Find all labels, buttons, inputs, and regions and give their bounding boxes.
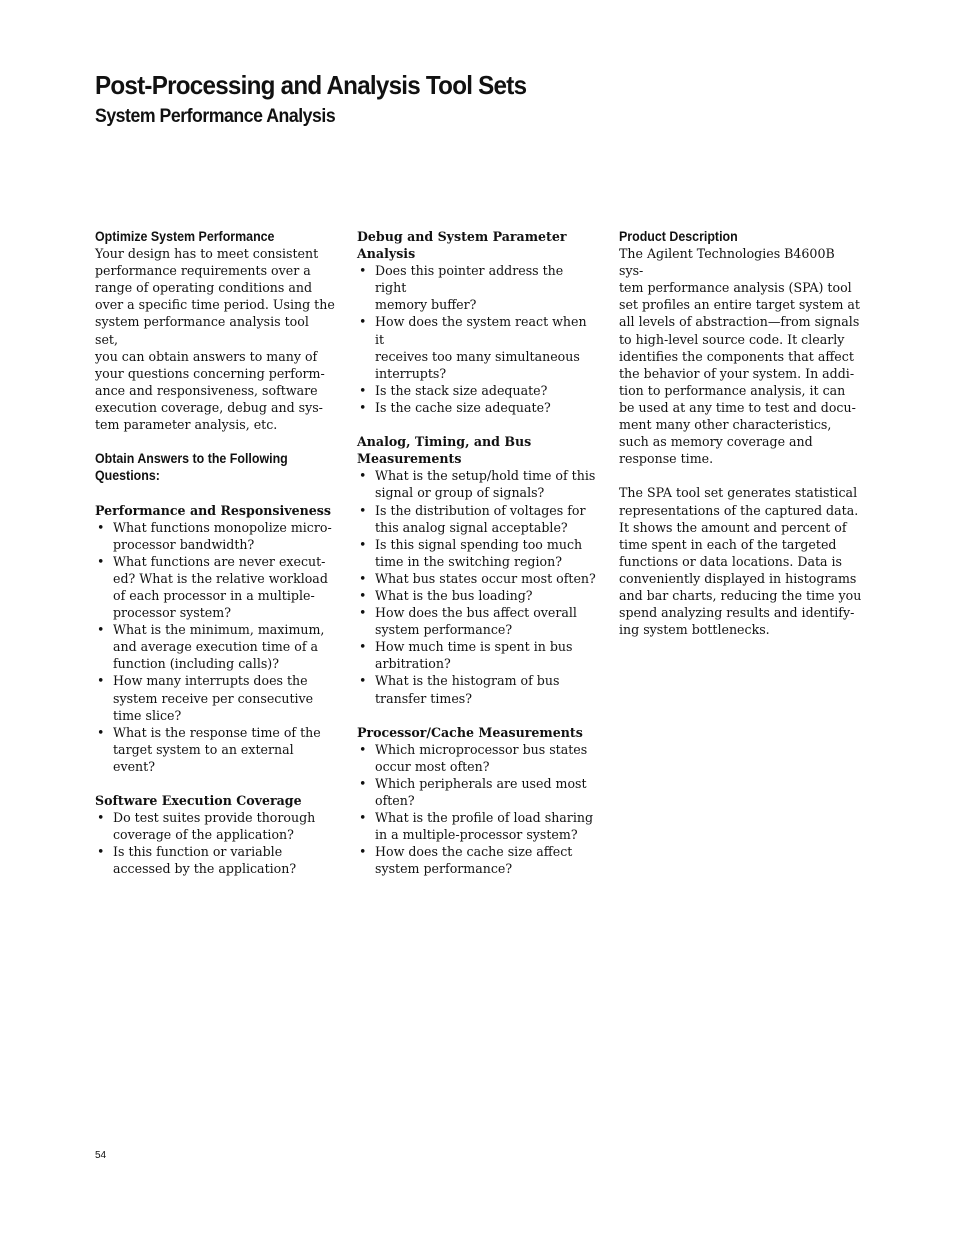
text-line: processor bandwidth? <box>113 536 255 552</box>
text-line: this analog signal acceptable? <box>375 519 568 535</box>
text-line: occur most often? <box>375 758 490 774</box>
list-item <box>357 536 597 570</box>
bullet-icon: • <box>359 570 367 586</box>
text-line: Do test suites provide thorough <box>113 810 316 826</box>
text-line: transfer times? <box>375 690 472 706</box>
subsection-heading-performance: Performance and Responsiveness <box>95 502 331 518</box>
text-line: arbitration? <box>375 656 451 672</box>
text-line: be used at any time to test and docu- <box>619 399 856 415</box>
text-line: processor system? <box>113 605 231 621</box>
text-line: Does this pointer address the right <box>375 263 564 296</box>
text-line: receives too many simultaneous <box>375 348 580 364</box>
intro-paragraph <box>95 245 335 433</box>
text-line: spend analyzing results and identify- <box>619 605 855 621</box>
list-item <box>357 382 597 399</box>
heading-line: Questions: <box>95 468 160 484</box>
text-line: and average execution time of a <box>113 639 319 655</box>
software-question-list <box>95 809 335 877</box>
text-line: tion to performance analysis, it can <box>619 382 846 398</box>
bullet-icon: • <box>359 587 367 603</box>
text-line: tem parameter analysis, etc. <box>95 417 278 433</box>
subsection-heading-analog <box>357 433 597 467</box>
bullet-icon: • <box>359 673 367 689</box>
page-number: 54 <box>95 1150 107 1161</box>
text-line: ance and responsiveness, software <box>95 382 318 398</box>
list-item <box>357 587 597 604</box>
list-item <box>357 399 597 416</box>
text-line: The SPA tool set generates statistical <box>619 485 858 501</box>
list-item <box>357 604 597 638</box>
text-line: How much time is spent in bus <box>375 639 573 655</box>
text-line: representations of the captured data. <box>619 502 859 518</box>
bullet-icon: • <box>97 622 105 638</box>
text-line: ed? What is the relative workload <box>113 570 328 586</box>
list-item <box>357 262 597 313</box>
column-optimize-performance <box>95 228 335 878</box>
list-item <box>357 775 597 809</box>
text-line: often? <box>375 793 415 809</box>
bullet-icon: • <box>97 553 105 569</box>
list-item <box>357 638 597 672</box>
text-line: time in the switching region? <box>375 553 562 569</box>
text-line: ment many other characteristics, <box>619 417 832 433</box>
text-line: time slice? <box>113 707 182 723</box>
bullet-icon: • <box>97 519 105 535</box>
text-line: set profiles an entire target system at <box>619 297 860 313</box>
list-item <box>357 467 597 501</box>
product-paragraph-1 <box>619 245 862 467</box>
bullet-icon: • <box>359 399 367 415</box>
text-line: Is the cache size adequate? <box>375 399 551 415</box>
text-line: function (including calls)? <box>113 656 279 672</box>
analog-question-list <box>357 467 597 706</box>
text-line: to high-level source code. It clearly <box>619 331 845 347</box>
text-line: your questions concerning perform- <box>95 365 325 381</box>
bullet-icon: • <box>359 639 367 655</box>
text-line: memory buffer? <box>375 297 477 313</box>
text-line: conveniently displayed in histograms <box>619 570 857 586</box>
text-line: What is the histogram of bus <box>375 673 560 689</box>
section-heading-optimize: Optimize System Performance <box>95 229 275 244</box>
section-heading-product: Product Description <box>619 229 738 244</box>
bullet-icon: • <box>97 673 105 689</box>
cache-question-list <box>357 741 597 878</box>
bullet-icon: • <box>97 810 105 826</box>
text-line: The Agilent Technologies B4600B sys- <box>619 246 835 279</box>
list-item <box>95 553 335 621</box>
text-line: It shows the amount and percent of <box>619 519 847 535</box>
text-line: What is the bus loading? <box>375 587 533 603</box>
text-line: functions or data locations. Data is <box>619 553 843 569</box>
list-item <box>95 621 335 672</box>
text-line: execution coverage, debug and sys- <box>95 399 323 415</box>
list-item <box>357 672 597 706</box>
text-line: such as memory coverage and <box>619 434 813 450</box>
text-line: performance requirements over a <box>95 263 311 279</box>
page-title: Post-Processing and Analysis Tool Sets <box>95 70 527 100</box>
text-line: system performance? <box>375 622 513 638</box>
subsection-heading-debug <box>357 228 597 262</box>
bullet-icon: • <box>359 468 367 484</box>
text-line: system receive per consecutive <box>113 690 314 706</box>
text-line: and bar charts, reducing the time you <box>619 587 862 603</box>
subsection-heading-software: Software Execution Coverage <box>95 793 302 809</box>
text-line: over a specific time period. Using the <box>95 297 335 313</box>
column-questions <box>357 228 597 878</box>
questions-heading <box>95 450 316 484</box>
text-line: How many interrupts does the <box>113 673 308 689</box>
list-item <box>357 502 597 536</box>
list-item <box>95 672 335 723</box>
bullet-icon: • <box>97 724 105 740</box>
text-line: Is the stack size adequate? <box>375 382 548 398</box>
text-line: Which microprocessor bus states <box>375 741 588 757</box>
bullet-icon: • <box>359 844 367 860</box>
text-line: coverage of the application? <box>113 827 294 843</box>
column-product-description <box>619 228 862 638</box>
text-line: system performance? <box>375 861 513 877</box>
performance-question-list <box>95 519 335 775</box>
list-item <box>95 843 335 877</box>
bullet-icon: • <box>359 382 367 398</box>
text-line: Is the distribution of voltages for <box>375 502 586 518</box>
list-item <box>357 741 597 775</box>
list-item <box>95 809 335 843</box>
list-item <box>357 809 597 843</box>
text-line: time spent in each of the targeted <box>619 536 837 552</box>
text-line: in a multiple-processor system? <box>375 827 578 843</box>
text-line: accessed by the application? <box>113 861 297 877</box>
list-item <box>357 570 597 587</box>
page-subtitle: System Performance Analysis <box>95 106 336 127</box>
bullet-icon: • <box>359 776 367 791</box>
list-item <box>357 843 597 877</box>
text-line: What is the profile of load sharing <box>375 810 594 826</box>
text-line: event? <box>113 758 155 774</box>
text-line: range of operating conditions and <box>95 280 313 296</box>
bullet-icon: • <box>359 810 367 826</box>
text-line: tem performance analysis (SPA) tool <box>619 280 852 296</box>
heading-line: Analog, Timing, and Bus <box>357 434 532 450</box>
bullet-icon: • <box>359 741 367 757</box>
text-line: identifies the components that affect <box>619 348 854 364</box>
bullet-icon: • <box>359 605 367 621</box>
text-line: What functions monopolize micro- <box>113 519 332 535</box>
list-item <box>95 724 335 775</box>
text-line: the behavior of your system. In addi- <box>619 365 855 381</box>
bullet-icon: • <box>97 844 105 860</box>
heading-line: Measurements <box>357 451 462 467</box>
text-line: Which peripherals are used most <box>375 776 587 791</box>
text-line: What functions are never execut- <box>113 553 326 569</box>
text-line: Is this signal spending too much <box>375 536 583 552</box>
text-line: of each processor in a multiple- <box>113 587 315 603</box>
product-paragraph-2 <box>619 484 862 638</box>
text-line: target system to an external <box>113 741 294 757</box>
debug-question-list <box>357 262 597 416</box>
text-line: How does the bus affect overall <box>375 605 577 621</box>
text-line: response time. <box>619 451 714 467</box>
text-line: interrupts? <box>375 365 447 381</box>
text-line: Your design has to meet consistent <box>95 246 319 262</box>
text-line: all levels of abstraction—from signals <box>619 314 860 330</box>
heading-line: Analysis <box>357 246 416 262</box>
text-line: ing system bottlenecks. <box>619 622 770 638</box>
text-line: How does the cache size affect <box>375 844 573 860</box>
text-line: What is the minimum, maximum, <box>113 622 325 638</box>
text-line: signal or group of signals? <box>375 485 545 501</box>
list-item <box>95 519 335 553</box>
heading-line: Debug and System Parameter <box>357 229 567 244</box>
text-line: What bus states occur most often? <box>375 570 596 586</box>
text-line: Is this function or variable <box>113 844 283 860</box>
bullet-icon: • <box>359 502 367 518</box>
text-line: you can obtain answers to many of <box>95 348 318 364</box>
subsection-heading-cache: Processor/Cache Measurements <box>357 724 583 740</box>
text-line: How does the system react when it <box>375 314 587 347</box>
bullet-icon: • <box>359 314 367 330</box>
list-item <box>357 313 597 381</box>
text-line: What is the setup/hold time of this <box>375 468 596 484</box>
heading-line: Obtain Answers to the Following <box>95 451 288 467</box>
text-line: What is the response time of the <box>113 724 321 740</box>
text-line: system performance analysis tool set, <box>95 314 309 347</box>
bullet-icon: • <box>359 536 367 552</box>
bullet-icon: • <box>359 263 367 279</box>
